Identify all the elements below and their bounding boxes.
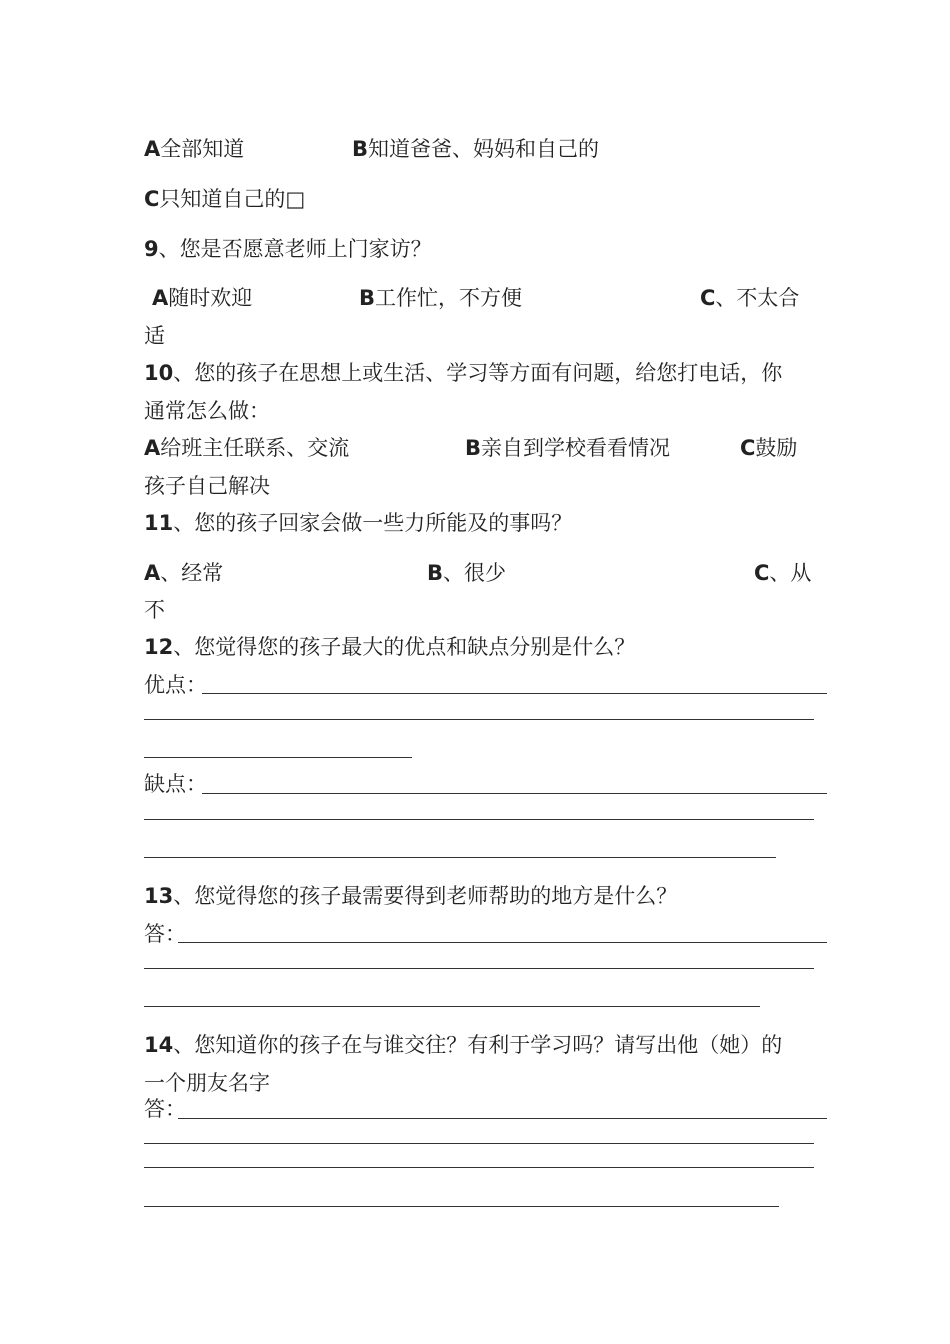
q10-option-c-cont: 孩子自己解决 — [144, 474, 270, 498]
q9-option-b-letter: B — [359, 286, 376, 310]
q12-strength-answer-line-1[interactable] — [202, 693, 827, 694]
q14-question-line1 — [144, 1032, 782, 1058]
q9-option-a-letter: A — [152, 286, 169, 310]
q12-strength-answer-line-3[interactable] — [144, 757, 412, 758]
q8-option-c-letter: C — [144, 187, 160, 211]
q14-answer-line-2[interactable] — [144, 1143, 814, 1144]
q13-answer-label: 答： — [144, 922, 186, 946]
q13-answer-line-3[interactable] — [144, 1006, 760, 1007]
q10-option-a-text: 给班主任联系、交流 — [160, 436, 350, 460]
q12-number: 12 — [144, 635, 174, 659]
q9-option-a-text: 随时欢迎 — [168, 286, 253, 310]
q10-number: 10 — [144, 361, 174, 385]
q14-question-line2: 一个朋友名字 — [144, 1071, 270, 1095]
q11-number: 11 — [144, 511, 174, 535]
q8-option-a-text: 全部知道 — [160, 137, 245, 161]
q13-answer-line-1[interactable] — [178, 942, 827, 943]
q10-option-b-letter: B — [465, 436, 482, 460]
q9-option-c — [700, 285, 799, 311]
q11-option-c — [754, 560, 811, 586]
q14-text-line1: 、您知道你的孩子在与谁交往？有利于学习吗？请写出他（她）的 — [173, 1033, 783, 1057]
q12-question — [144, 634, 635, 660]
q10-option-b-text: 亲自到学校看看情况 — [481, 436, 671, 460]
q9-option-a — [152, 285, 252, 311]
q12-weakness-answer-line-3[interactable] — [144, 857, 776, 858]
q13-text: 、您觉得您的孩子最需要得到老师帮助的地方是什么？ — [173, 884, 678, 908]
q13-number: 13 — [144, 884, 174, 908]
q12-weakness-answer-line-1[interactable] — [202, 793, 827, 794]
q11-option-c-text: 、从 — [769, 561, 812, 585]
q9-question — [144, 236, 432, 262]
q8-option-a-letter: A — [144, 137, 161, 161]
q8-option-c — [144, 186, 305, 212]
q8-option-c-text: 只知道自己的□ — [159, 187, 306, 211]
q8-option-a — [144, 136, 244, 162]
q9-option-b — [359, 285, 522, 311]
q11-text: 、您的孩子回家会做一些力所能及的事吗？ — [173, 511, 573, 535]
q8-option-b-letter: B — [352, 137, 369, 161]
q12-weakness-answer-line-2[interactable] — [144, 819, 814, 820]
q10-question-line1 — [144, 360, 782, 386]
q14-number: 14 — [144, 1033, 174, 1057]
q14-answer-line-4[interactable] — [144, 1206, 779, 1207]
q10-question-line2: 通常怎么做： — [144, 399, 270, 423]
q12-weakness-label: 缺点： — [144, 772, 207, 796]
q11-option-b-letter: B — [427, 561, 444, 585]
q11-option-c-letter: C — [754, 561, 770, 585]
q9-text: 、您是否愿意老师上门家访？ — [158, 237, 432, 261]
q11-option-a-text: 、经常 — [160, 561, 224, 585]
q10-option-a — [144, 435, 349, 461]
q10-text-line1: 、您的孩子在思想上或生活、学习等方面有问题，给您打电话，你 — [173, 361, 783, 385]
q9-option-b-text: 工作忙，不方便 — [375, 286, 523, 310]
q10-option-c-letter: C — [740, 436, 756, 460]
q13-answer-line-2[interactable] — [144, 968, 814, 969]
q10-option-c-text: 鼓励 — [755, 436, 798, 460]
q14-answer-line-3[interactable] — [144, 1167, 814, 1168]
q12-text: 、您觉得您的孩子最大的优点和缺点分别是什么？ — [173, 635, 636, 659]
q11-option-a — [144, 560, 223, 586]
q14-answer-label: 答： — [144, 1097, 186, 1121]
q11-option-b — [427, 560, 506, 586]
q10-option-c — [740, 435, 797, 461]
q11-question — [144, 510, 572, 536]
q8-option-b — [352, 136, 599, 162]
q10-option-a-letter: A — [144, 436, 161, 460]
q12-strength-label: 优点： — [144, 673, 207, 697]
q11-option-b-text: 、很少 — [443, 561, 507, 585]
q10-option-b — [465, 435, 670, 461]
q11-option-c-cont: 不 — [144, 598, 165, 622]
q12-strength-answer-line-2[interactable] — [144, 719, 814, 720]
q9-option-c-letter: C — [700, 286, 716, 310]
q9-number: 9 — [144, 237, 159, 261]
q9-option-c-cont: 适 — [144, 324, 165, 348]
q14-answer-line-1[interactable] — [178, 1118, 827, 1119]
q11-option-a-letter: A — [144, 561, 161, 585]
q13-question — [144, 883, 677, 909]
q8-option-b-text: 知道爸爸、妈妈和自己的 — [368, 137, 600, 161]
q9-option-c-text: 、不太合 — [715, 286, 800, 310]
